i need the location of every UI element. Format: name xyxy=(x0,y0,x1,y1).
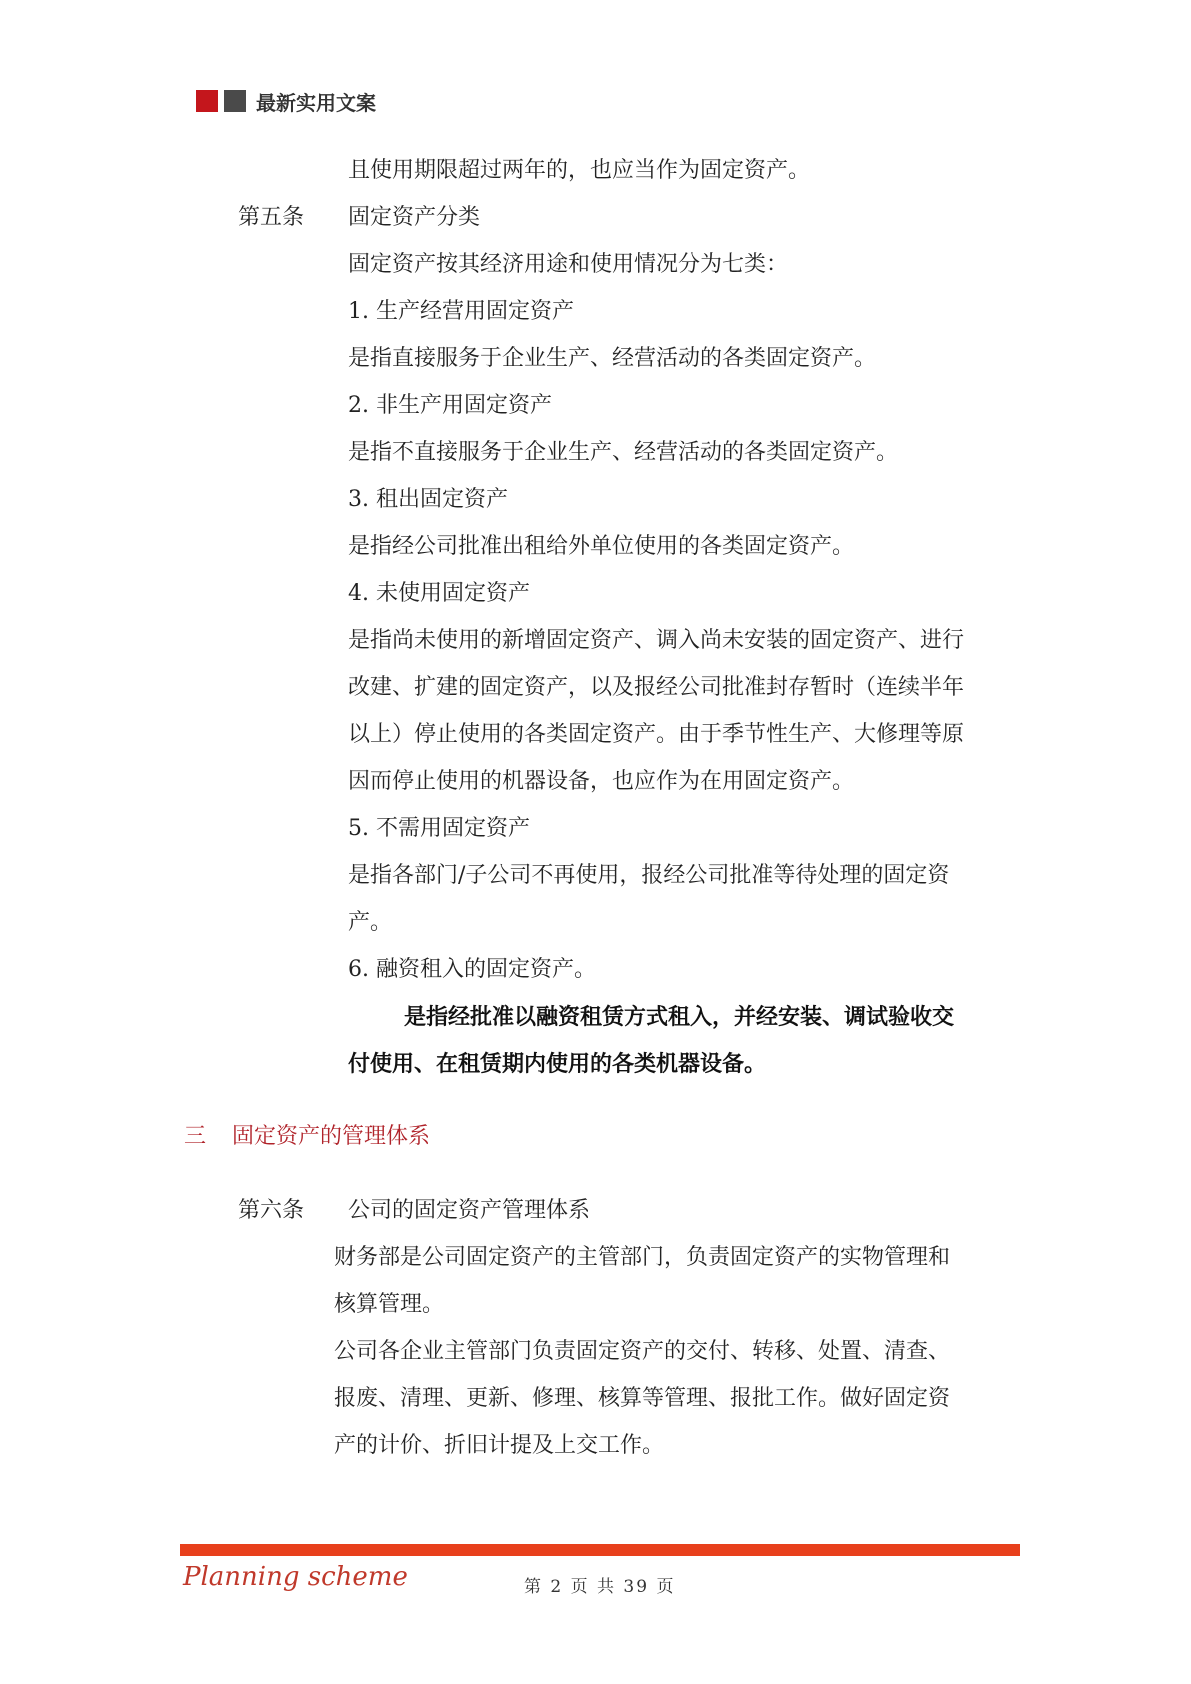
text-line: 是指各部门/子公司不再使用，报经公司批准等待处理的固定资 xyxy=(348,863,950,888)
section-title: 固定资产的管理体系 xyxy=(232,1124,431,1149)
article-title: 公司的固定资产管理体系 xyxy=(348,1198,591,1223)
list-item-heading: 1. 生产经营用固定资产 xyxy=(348,299,574,324)
header-title: 最新实用文案 xyxy=(256,90,376,115)
text-line: 固定资产按其经济用途和使用情况分为七类： xyxy=(348,252,789,277)
text-line: 核算管理。 xyxy=(334,1292,445,1317)
text-line: 是指不直接服务于企业生产、经营活动的各类固定资产。 xyxy=(348,440,899,465)
text-line-bold: 付使用、在租赁期内使用的各类机器设备。 xyxy=(348,1051,767,1077)
text-line: 且使用期限超过两年的，也应当作为固定资产。 xyxy=(348,158,811,183)
gray-square-icon xyxy=(224,90,246,112)
article-title: 固定资产分类 xyxy=(348,205,481,230)
footer-bar xyxy=(180,1544,1020,1556)
article-label: 第六条 xyxy=(238,1198,305,1223)
list-item-heading: 2. 非生产用固定资产 xyxy=(348,393,552,418)
text-line: 产的计价、折旧计提及上交工作。 xyxy=(334,1433,665,1458)
text-line: 财务部是公司固定资产的主管部门，负责固定资产的实物管理和 xyxy=(334,1245,951,1270)
page-header xyxy=(196,88,376,114)
list-item-heading: 5. 不需用固定资产 xyxy=(348,816,530,841)
text-line-bold: 是指经批准以融资租赁方式租入，并经安装、调试验收交 xyxy=(404,1004,955,1030)
footer-script-text: Planning scheme xyxy=(183,1562,408,1592)
text-line: 是指尚未使用的新增固定资产、调入尚未安装的固定资产、进行 xyxy=(348,628,965,653)
text-line: 因而停止使用的机器设备，也应作为在用固定资产。 xyxy=(348,769,855,794)
text-line: 产。 xyxy=(348,910,393,935)
text-line: 报废、清理、更新、修理、核算等管理、报批工作。做好固定资 xyxy=(334,1386,951,1411)
text-line: 改建、扩建的固定资产，以及报经公司批准封存暂时（连续半年 xyxy=(348,675,965,700)
list-item-heading: 3. 租出固定资产 xyxy=(348,487,508,512)
text-line: 是指经公司批准出租给外单位使用的各类固定资产。 xyxy=(348,534,855,559)
section-number: 三 xyxy=(184,1124,207,1149)
page-number: 第 2 页 共 39 页 xyxy=(524,1577,676,1597)
list-item-heading: 6. 融资租入的固定资产。 xyxy=(348,957,596,982)
article-label: 第五条 xyxy=(238,205,305,230)
list-item-heading: 4. 未使用固定资产 xyxy=(348,581,530,606)
red-square-icon xyxy=(196,90,218,112)
text-line: 是指直接服务于企业生产、经营活动的各类固定资产。 xyxy=(348,346,877,371)
text-line: 公司各企业主管部门负责固定资产的交付、转移、处置、清查、 xyxy=(334,1339,951,1364)
text-line: 以上）停止使用的各类固定资产。由于季节性生产、大修理等原 xyxy=(348,722,965,747)
